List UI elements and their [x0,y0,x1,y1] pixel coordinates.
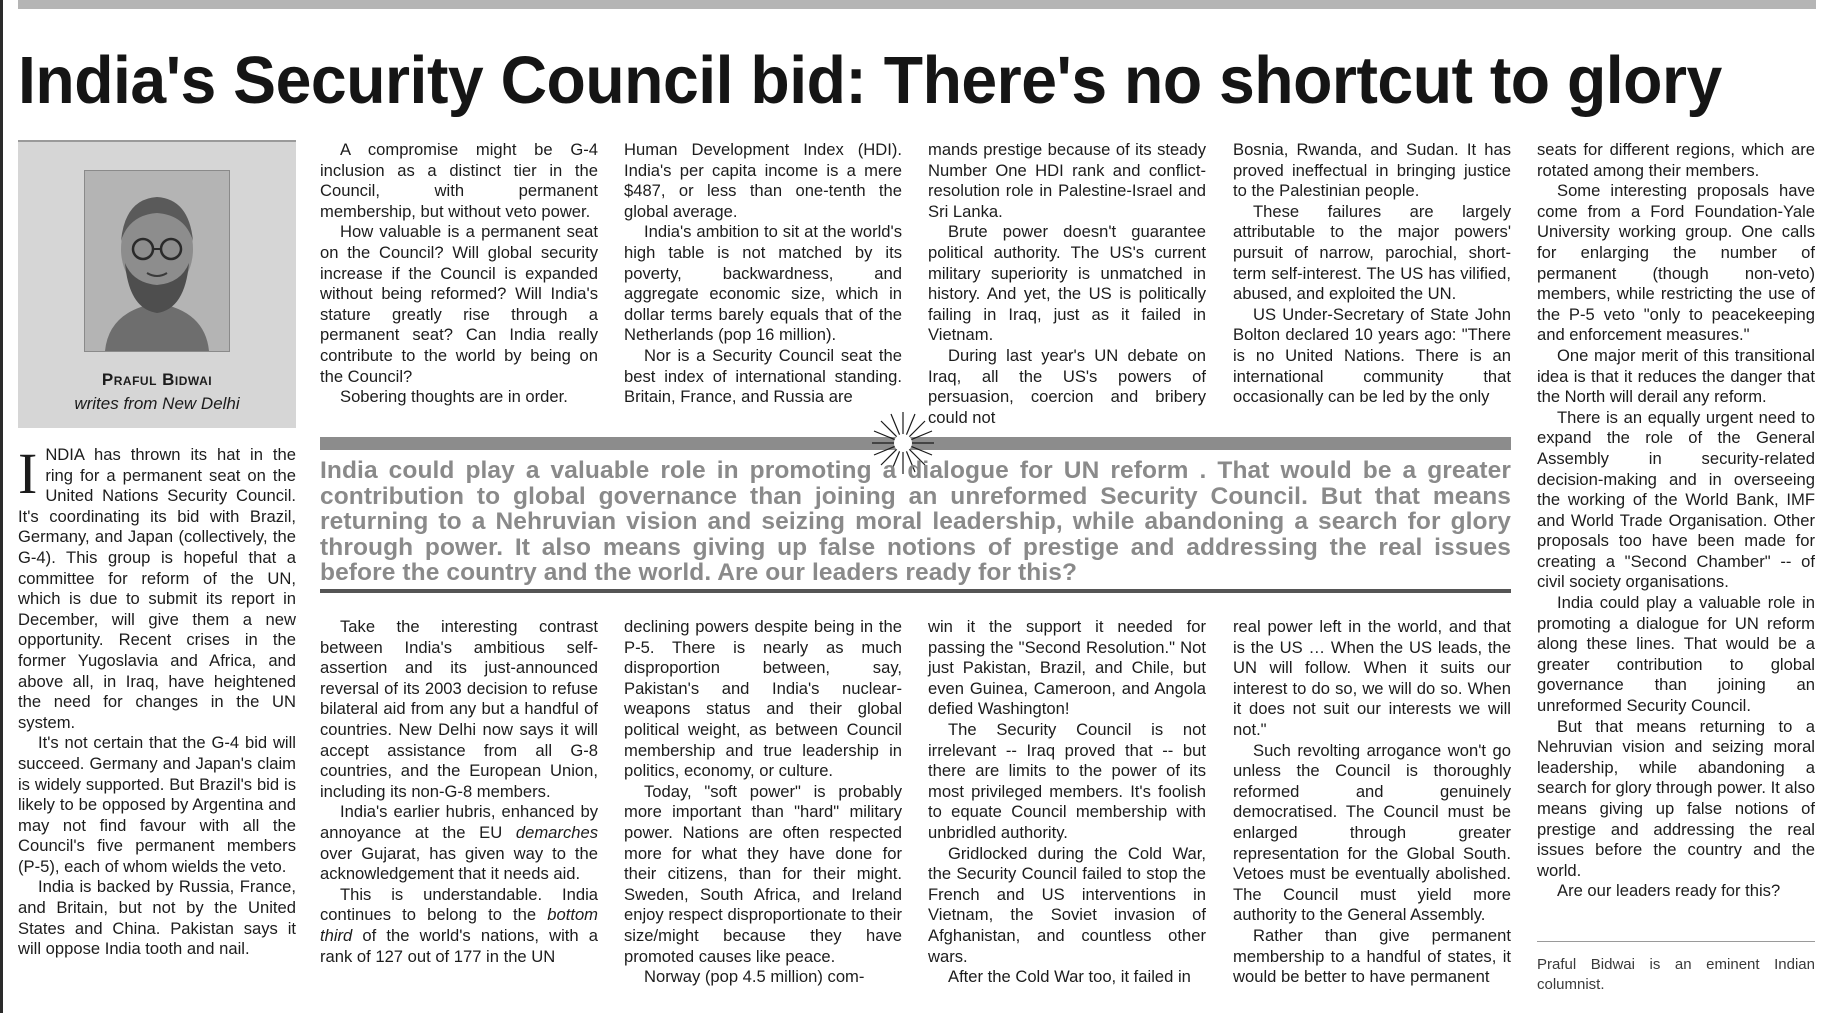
col5-bottom-para-3: Rather than give permanent membership to a handful of states, it would be better to have permanent [1233,925,1511,987]
col2-bottom-text-2b: over Gujarat, has given way to the acknowledgement that it needs aid. [320,843,598,884]
col4-bottom-para-3: Gridlocked during the Cold War, the Security Council failed to stop the French and US interventions in Vietnam, the Soviet invasion of Afghanistan, and countless other wars. [928,843,1206,966]
col5-bottom-para-2: Such revolting arrogance won't go unless the Council is thoroughly reformed and genuinely democratised. The Council must be enlarged through greater representation for the Global South. Vetoes must be eventually abolished. The Council must yield more authority to the General Assembly. [1233,740,1511,925]
col3-top-para-2: India's ambition to sit at the world's high table is not matched by its poverty, backwardness, and aggregate economic size, which in dollar terms barely equals that of the Netherlands (pop 16 million). [624,222,902,345]
column-5-bottom [1233,617,1511,988]
col2-bottom-emphasis-1: demarches [515,822,598,842]
col2-top-para-2: How valuable is a permanent seat on the Council? Will global security increase if the Council is expanded without being reformed? Will India's stature greatly rise through a permanent seat? Can India really contribute to the world by being on the Council? [320,222,598,386]
drop-cap: I [18,441,38,506]
column-3-top [624,140,902,408]
col1-para-1 [18,441,296,733]
column-5-top [1233,140,1511,408]
column-1 [18,441,296,960]
col4-bottom-para-4: After the Cold War too, it failed in [948,967,1191,987]
column-2-top [320,140,598,408]
portrait-illustration [85,171,229,351]
col4-bottom-para-1: win it the support it needed for passing the "Second Resolution." Not just Pakistan, Brazil, and Chile, but even Guinea, Cameroon, and Angola defied Washington! [928,617,1206,719]
col2-bottom-emphasis-2: bottom third [320,905,598,945]
col3-bottom-para-1: declining powers despite being in the P-5. There is nearly as much disproportion between, say, Pakistan's and India's nuclear-weapons status and their global political weight, as between Council membership and true leadership in politics, economy, or culture. [624,617,902,781]
col6-para-7: Are our leaders ready for this? [1557,881,1781,901]
left-margin-rule [0,0,3,1013]
col6-para-4: There is an equally urgent need to expand the role of the General Assembly in security-related decision-making and in overseeing the working of the World Bank, IMF and World Trade Organisation. Other proposals too have been made for creating a "Second Chamber" -- of civil society organisations. [1537,407,1815,592]
col5-top-para-3: US Under-Secretary of State John Bolton declared 10 years ago: "There is no United Nations. There is an international community that occasionally can be led by the only [1233,304,1511,407]
pull-quote-bottom-bar [320,589,1511,593]
author-portrait [84,170,230,352]
col6-para-2: Some interesting proposals have come from a Ford Foundation-Yale University working group. One calls for enlarging the number of permanent (though non-veto) members, while restricting the use of the P-5 veto "only to peacekeeping and enforcement measures." [1537,181,1815,345]
column-6 [1537,140,1815,902]
col4-top-para-2: Brute power doesn't guarantee political authority. The US's current military superiority is unmatched in history. And yet, the US is politically failing in Iraq, just as it failed in Vietnam. [928,222,1206,345]
pull-quote: India could play a valuable role in promoting a dialogue for UN reform . That would be a greater contribution to global governance than joining an unreformed Security Council. But that means returning to a Nehruvian vision and seizing moral leadership, while abandoning a search for glory through power. It also means giving up false notions of prestige and addressing the real issues before the country and the world. Are our leaders ready for this? [320,457,1511,586]
col1-para-2: It's not certain that the G-4 bid will succeed. Germany and Japan's claim is widely supported. But Brazil's bid is likely to be opposed by Argentina and may not find favour with all the Council's five permanent members (P-5), each of whom wields the veto. [18,733,296,876]
author-location: writes from New Delhi [74,394,240,413]
col6-para-1: seats for different regions, which are rotated among their members. [1537,140,1815,180]
author-name: Praful Bidwai [101,370,213,389]
col4-top-para-1: mands prestige because of its steady Number One HDI rank and conflict-resolution role in Palestine-Israel and Sri Lanka. [928,140,1206,221]
col3-bottom-para-2: Today, "soft power" is probably more important than "hard" military power. Nations are often respected more for what they have done for their citizens, than for their might. Sweden, South Africa, and Ireland enjoy respect disproportionate to their size/might because they have promoted causes like peace. [624,781,902,966]
col3-top-para-3: Nor is a Security Council seat the best index of international standing. Britain, France, and Russia are [624,345,902,407]
col5-bottom-para-1: real power left in the world, and that is the US … When the US leads, the UN will follow. When it suits our interest to do so, we will do so. When it does not suit our interests we will not." [1233,617,1511,739]
col3-bottom-para-3: Norway (pop 4.5 million) com- [644,967,865,987]
col6-para-5: India could play a valuable role in promoting a dialogue for UN reform along these lines. That would be a greater contribution to global governance than joining an unreformed Security Council. [1537,593,1815,716]
col2-top-para-3: Sobering thoughts are in order. [340,387,568,407]
col3-top-para-1: Human Development Index (HDI). India's per capita income is a mere $487, or less than one-tenth the global average. [624,140,902,221]
footnote-rule [1537,941,1815,942]
col2-bottom-text-3a: This is understandable. India continues to belong to the [320,884,598,925]
col4-top-para-3: During last year's UN debate on Iraq, all the US's powers of persuasion, coercion and bribery could not [928,345,1206,427]
col1-para-3: India is backed by Russia, France, and Britain, but not by the United States and China. Pakistan says it will oppose India tooth and nail. [18,877,296,959]
column-4-bottom [928,617,1206,988]
author-footnote: Praful Bidwai is an eminent Indian columnist. [1537,956,1815,993]
col4-bottom-para-2: The Security Council is not irrelevant -- Iraq proved that -- but there are limits to the power of its most privileged members. It's foolish to equate Council membership with unbridled authority. [928,719,1206,842]
byline-box [18,140,296,428]
col2-top-para-1: A compromise might be G-4 inclusion as a distinct tier in the Council, with permanent membership, but without veto power. [320,140,598,221]
column-3-bottom [624,617,902,988]
col2-bottom-text-2a: India's earlier hubris, enhanced by annoyance at the EU [320,802,598,842]
col6-para-3: One major merit of this transitional idea is that it reduces the danger that the North will derail any reform. [1537,345,1815,407]
column-4-top [928,140,1206,428]
col6-para-6: But that means returning to a Nehruvian vision and seizing moral leadership, while abandoning a search for glory through power. It also means giving up false notions of prestige and addressing the real issues before the country and the world. [1537,716,1815,880]
col2-bottom-para-2 [320,802,598,884]
col5-top-para-1: Bosnia, Rwanda, and Sudan. It has proved ineffectual in bringing justice to the Palestinian people. [1233,140,1511,201]
col1-text-1: NDIA has thrown its hat in the ring for a permanent seat on the United Nations Security Council. It's coordinating its bid with Brazil, Germany, and Japan (collectively, the G-4). This group is hopeful that a committee for reform of the UN, which is due to submit its report in December, will give them a new opportunity. Recent crises in the former Yugoslavia and Africa, and above all, in Iraq, have heightened the need for changes in the UN system. [18,445,296,732]
col5-top-para-2: These failures are largely attributable to the major powers' pursuit of narrow, parochial, short-term self-interest. The US has vilified, abused, and exploited the UN. [1233,201,1511,304]
headline: India's Security Council bid: There's no shortcut to glory [18,43,1722,118]
col2-bottom-para-3 [320,885,598,967]
column-2-bottom [320,617,598,967]
top-rule [18,0,1816,9]
col2-bottom-para-1: Take the interesting contrast between India's ambitious self-assertion and its just-announced reversal of its 2003 decision to refuse bilateral aid from any but a handful of countries. New Delhi now says it will accept assistance from all G-8 countries, and the European Union, including its non-G-8 members. [320,617,598,801]
col2-bottom-text-3b: of the world's nations, with a rank of 127 out of 177 in the UN [320,925,598,966]
